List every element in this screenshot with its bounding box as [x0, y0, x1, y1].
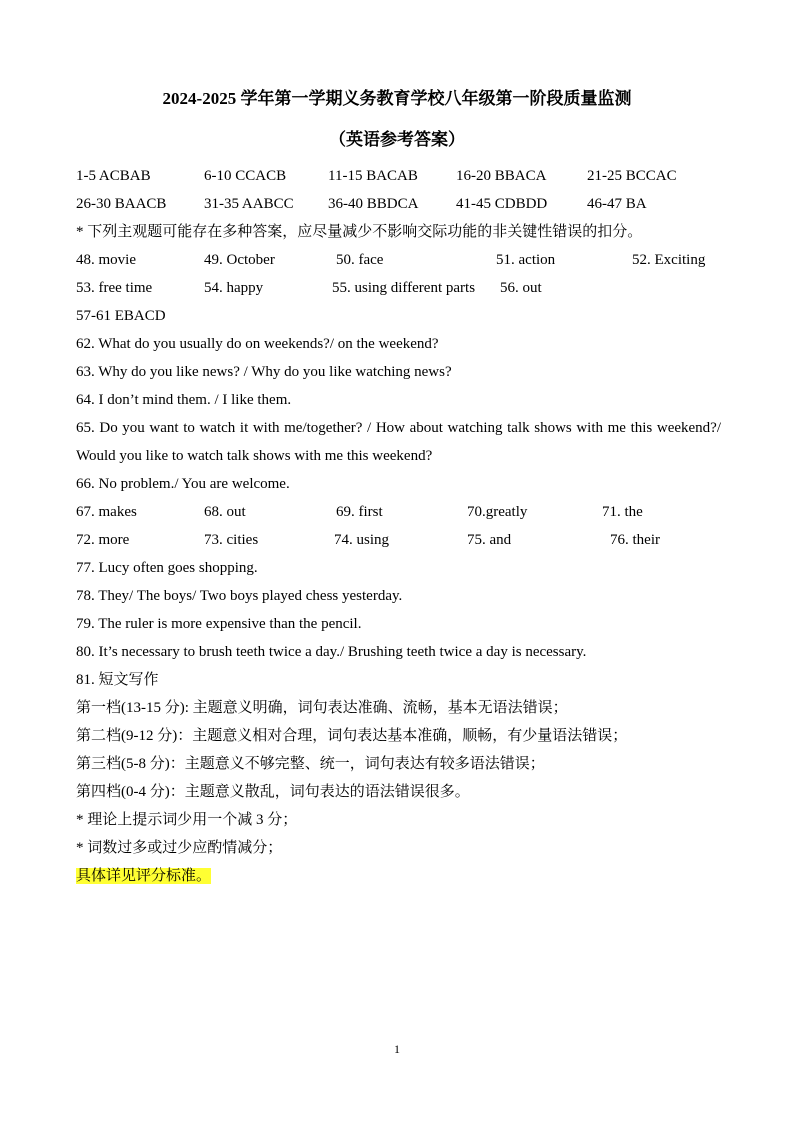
answer-cell: 75. and: [467, 532, 512, 548]
answer-cell: 1-5 ACBAB: [76, 168, 151, 184]
highlighted-note-line: [76, 866, 721, 886]
answer-57-61: 57-61 EBACD: [76, 308, 166, 324]
answer-cell: 55. using different parts: [332, 280, 476, 296]
scoring-note: * 下列主观题可能存在多种答案，应尽量减少不影响交际功能的非关键性错误的扣分。: [76, 224, 643, 240]
answer-cell: 53. free time: [76, 280, 153, 296]
page-subtitle: （英语参考答案）: [329, 130, 465, 149]
answer-63: 63. Why do you like news? / Why do you like watching news?: [76, 364, 452, 380]
answer-cell: 11-15 BACAB: [328, 168, 418, 184]
answer-cell: 48. movie: [76, 252, 136, 268]
answer-cell: 31-35 AABCC: [204, 196, 294, 212]
answer-cell: 41-45 CDBDD: [456, 196, 548, 212]
answer-cell: 16-20 BBACA: [456, 168, 547, 184]
answer-65: 65. Do you want to watch it with me/together? / How about watching talk shows with me this weekend?/ Would you like to watch talk shows with me this weekend?: [76, 420, 721, 464]
writing-heading: 81. 短文写作: [76, 672, 159, 688]
answer-cell: 72. more: [76, 532, 130, 548]
answer-cell: 21-25 BCCAC: [587, 168, 677, 184]
grammar-answers-row-1: [76, 502, 721, 522]
answer-cell: 54. happy: [204, 280, 264, 296]
grade-level-3: 第三档(5-8 分)：主题意义不够完整、统一，词句表达有较多语法错误；: [76, 756, 545, 772]
answer-66: 66. No problem./ You are welcome.: [76, 476, 290, 492]
answer-cell: 73. cities: [204, 532, 259, 548]
grade-level-4: 第四档(0-4 分)：主题意义散乱，词句表达的语法错误很多。: [76, 784, 470, 800]
answer-cell: 68. out: [204, 504, 246, 520]
mc-answers-row-2: [76, 194, 721, 214]
answer-78: 78. They/ The boys/ Two boys played chess yesterday.: [76, 588, 403, 604]
deduction-note-2: * 词数过多或过少应酌情减分；: [76, 840, 283, 856]
deduction-note-1: * 理论上提示词少用一个减 3 分；: [76, 812, 298, 828]
answer-cell: 74. using: [334, 532, 390, 548]
answer-cell: 36-40 BBDCA: [328, 196, 419, 212]
answer-62: 62. What do you usually do on weekends?/ on the weekend?: [76, 336, 439, 352]
answer-cell: 49. October: [204, 252, 275, 268]
fill-answers-row-2: [76, 278, 721, 298]
page-number: 1: [394, 1042, 400, 1056]
answer-79: 79. The ruler is more expensive than the pencil.: [76, 616, 362, 632]
page-title: 2024-2025 学年第一学期义务教育学校八年级第一阶段质量监测: [162, 89, 632, 108]
answer-80: 80. It’s necessary to brush teeth twice a day./ Brushing teeth twice a day is necessary.: [76, 644, 587, 660]
answer-64: 64. I don’t mind them. / I like them.: [76, 392, 292, 408]
answer-cell: 56. out: [500, 280, 542, 296]
highlighted-note: 具体详见评分标准。: [76, 868, 212, 884]
answer-cell: 69. first: [336, 504, 383, 520]
answer-cell: 71. the: [602, 504, 643, 520]
grade-level-1: 第一档(13-15 分): 主题意义明确，词句表达准确、流畅，基本无语法错误；: [76, 700, 568, 716]
grade-level-2: 第二档(9-12 分)：主题意义相对合理，词句表达基本准确，顺畅，有少量语法错误；: [76, 728, 628, 744]
answer-cell: 26-30 BAACB: [76, 196, 167, 212]
answer-cell: 76. their: [610, 532, 660, 548]
answer-77: 77. Lucy often goes shopping.: [76, 560, 258, 576]
answer-cell: 6-10 CCACB: [204, 168, 287, 184]
grammar-answers-row-2: [76, 530, 721, 550]
answer-cell: 51. action: [496, 252, 556, 268]
answer-cell: 52. Exciting: [632, 252, 706, 268]
answer-cell: 46-47 BA: [587, 196, 647, 212]
answer-cell: 70.greatly: [467, 504, 528, 520]
mc-answers-row-1: [76, 166, 721, 186]
answer-cell: 50. face: [336, 252, 384, 268]
answer-cell: 67. makes: [76, 504, 137, 520]
fill-answers-row-1: [76, 250, 721, 270]
